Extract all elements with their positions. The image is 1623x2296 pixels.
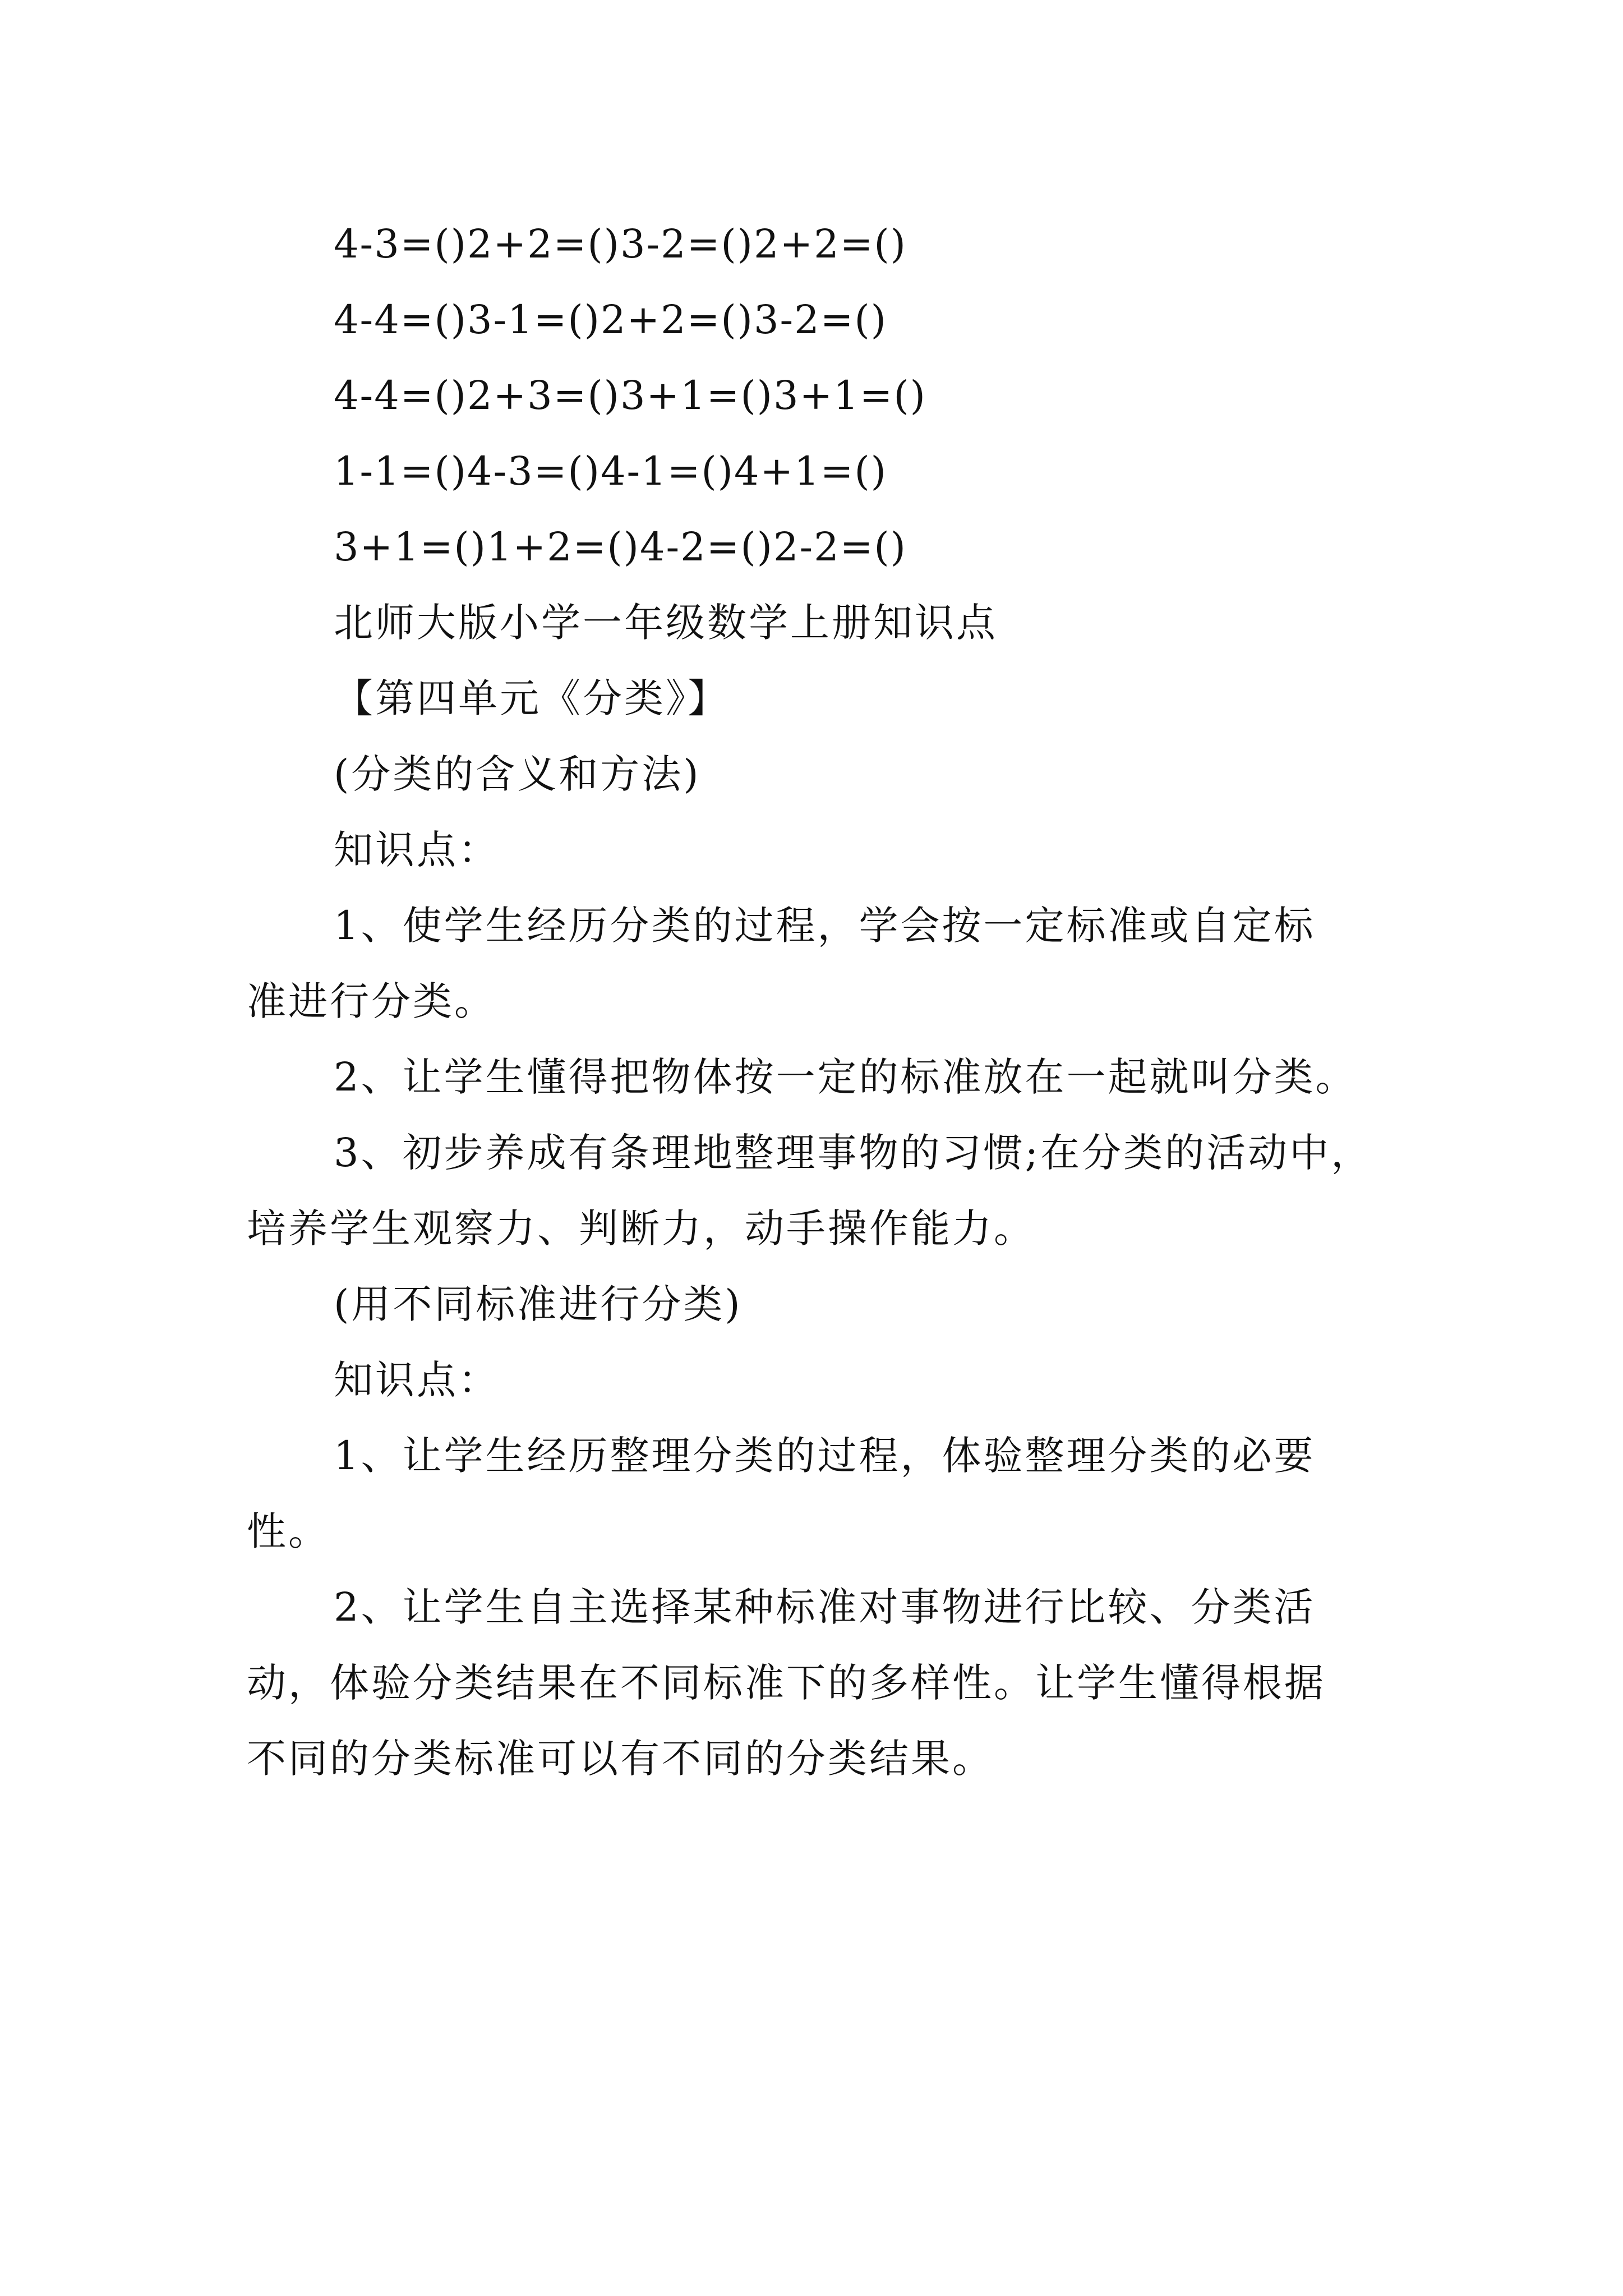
- section1-item3-line2: 培养学生观察力、判断力，动手操作能力。: [247, 1205, 1035, 1251]
- section2-item1-line1: 1、让学生经历整理分类的过程，体验整理分类的必要: [334, 1433, 1316, 1479]
- section2-item2-line2: 动，体验分类结果在不同标准下的多样性。让学生懂得根据: [247, 1660, 1326, 1706]
- section1-item1-line1: 1、使学生经历分类的过程，学会按一定标准或自定标: [334, 903, 1316, 949]
- equation-row: 1-1=()4-3=()4-1=()4+1=(): [334, 448, 887, 494]
- section1-label: 知识点：: [334, 827, 500, 873]
- section1-item1-line2: 准进行分类。: [247, 978, 496, 1024]
- unit-heading: 【第四单元《分类》】: [334, 675, 729, 721]
- section2-item2-line3: 不同的分类标准可以有不同的分类结果。: [247, 1736, 994, 1782]
- section2-item2-line1: 2、让学生自主选择某种标准对事物进行比较、分类活: [334, 1584, 1316, 1630]
- section2-heading: (用不同标准进行分类): [334, 1281, 743, 1327]
- section1-item3-line1: 3、初步养成有条理地整理事物的习惯;在分类的活动中，: [334, 1130, 1373, 1176]
- equation-row: 4-3=()2+2=()3-2=()2+2=(): [334, 221, 907, 267]
- equation-row: 3+1=()1+2=()4-2=()2-2=(): [334, 524, 907, 570]
- section2-label: 知识点：: [334, 1357, 500, 1403]
- section1-item2: 2、让学生懂得把物体按一定的标准放在一起就叫分类。: [334, 1054, 1357, 1100]
- section1-heading: (分类的含义和方法): [334, 751, 701, 797]
- document-title: 北师大版小学一年级数学上册知识点: [334, 600, 998, 646]
- section2-item1-line2: 性。: [247, 1508, 330, 1554]
- equation-row: 4-4=()2+3=()3+1=()3+1=(): [334, 372, 926, 418]
- equation-row: 4-4=()3-1=()2+2=()3-2=(): [334, 297, 887, 343]
